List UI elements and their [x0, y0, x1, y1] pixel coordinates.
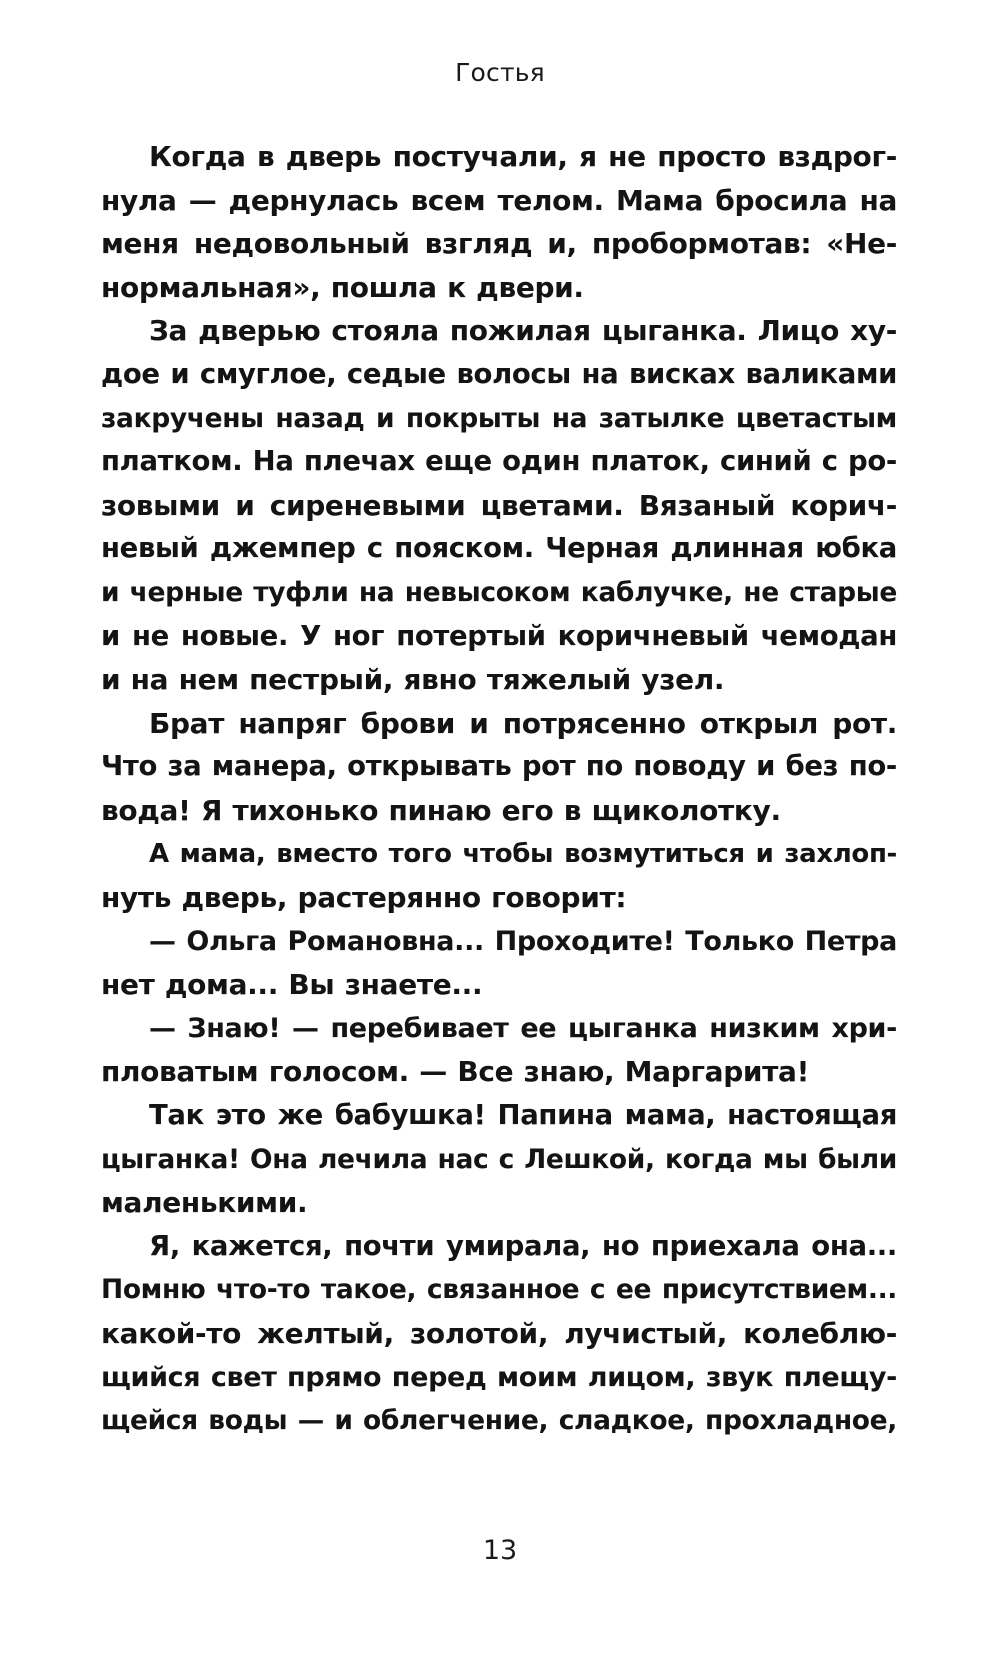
text-line: Когда в дверь постучали, я не просто вздрог- — [149, 140, 897, 173]
text-line: и черные туфли на невысоком каблучке, не старые — [101, 576, 897, 608]
body-text — [101, 135, 897, 1443]
text-line: нула — дернулась всем телом. Мама бросила на — [101, 183, 897, 217]
text-line: маленькими. — [101, 1186, 308, 1220]
text-line: А мама, вместо того чтобы возмутиться и захлоп- — [149, 838, 897, 869]
text-line: Так это же бабушка! Папина мама, настоящая — [149, 1099, 897, 1132]
text-line: Я, кажется, почти умирала, но приехала она... — [149, 1229, 897, 1262]
text-line: нет дома... Вы знаете... — [101, 968, 483, 1002]
text-line: вода! Я тихонько пинаю его в щиколотку. — [101, 793, 781, 827]
text-line: Помню что-то такое, связанное с ее присутствием... — [101, 1274, 897, 1306]
text-line: невый джемпер с пояском. Черная длинная юбка — [101, 532, 897, 565]
text-line: — Ольга Романовна... Проходите! Только Петра — [149, 925, 897, 957]
text-line: нуть дверь, растерянно говорит: — [101, 881, 627, 915]
text-line: щийся свет прямо перед моим лицом, звук плещу- — [101, 1361, 897, 1393]
text-line: щейся воды — и облегчение, сладкое, прохладное, — [101, 1405, 897, 1437]
text-line: Что за манера, открывать рот по поводу и без по- — [101, 750, 897, 783]
text-line: закручены назад и покрыты на затылке цветастым — [101, 402, 897, 434]
running-head: Гостья — [455, 58, 545, 87]
text-line: — Знаю! — перебивает ее цыганка низким хри- — [149, 1012, 897, 1044]
text-line: нормальная», пошла к двери. — [101, 270, 584, 304]
text-line: цыганка! Она лечила нас с Лешкой, когда мы были — [101, 1143, 897, 1175]
text-line: платком. На плечах еще один платок, синий с ро- — [101, 445, 897, 478]
text-line: какой-то желтый, золотой, лучистый, колеблю- — [101, 1317, 897, 1351]
text-line: и на нем пестрый, явно тяжелый узел. — [101, 663, 725, 697]
text-line: дое и смуглое, седые волосы на висках валиками — [101, 357, 897, 390]
page-number: 13 — [482, 1535, 518, 1566]
text-line: Брат напряг брови и потрясенно открыл рот. — [149, 706, 897, 740]
text-line: меня недовольный взгляд и, пробормотав: «Не- — [101, 227, 897, 261]
text-line: За дверью стояла пожилая цыганка. Лицо ху- — [149, 314, 897, 348]
text-line: зовыми и сиреневыми цветами. Вязаный корич- — [101, 488, 897, 522]
text-line: пловатым голосом. — Все знаю, Маргарита! — [101, 1055, 810, 1089]
text-line: и не новые. У ног потертый коричневый чемодан — [101, 619, 897, 652]
